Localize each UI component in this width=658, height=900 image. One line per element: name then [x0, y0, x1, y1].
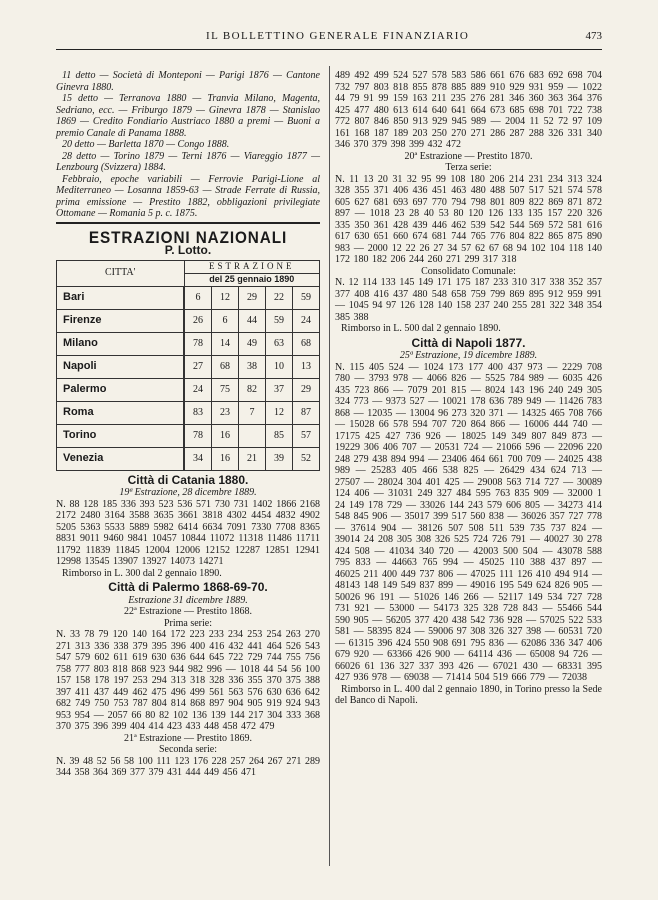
city-name: Firenze — [57, 309, 185, 332]
palermo-serie2: Seconda serie: — [158, 744, 218, 755]
lotto-number: 21 — [239, 447, 266, 470]
table-row — [57, 286, 320, 309]
section-title: ESTRAZIONI NAZIONALI — [88, 227, 288, 247]
lotto-number: 39 — [266, 447, 293, 470]
lotto-number: 59 — [293, 286, 320, 309]
table-row — [57, 378, 320, 401]
lotto-number: 14 — [212, 332, 239, 355]
table-row — [57, 309, 320, 332]
lotto-number: 6 — [212, 309, 239, 332]
lotto-number: 10 — [266, 355, 293, 378]
lotto-number: 24 — [293, 309, 320, 332]
table-row — [57, 355, 320, 378]
journal-title: IL BOLLETTINO GENERALE FINANZIARIO — [206, 30, 470, 42]
city-name: Palermo — [57, 378, 185, 401]
lotto-number: 26 — [184, 309, 212, 332]
lotto-number: 78 — [184, 424, 212, 447]
lotto-number: 24 — [184, 378, 212, 401]
palermo-numbers3: N. 11 13 20 31 32 95 99 108 180 206 214 231 234 313 324 328 355 371 406 436 451 463 480 488 507 517 521 574 578 605 627 681 693 697 770 794 798 801 809 822 869 871 872 897 — 1018 23 28 40 53 80 120 126 133 135 157 220 326 335 350 361 428 439 446 462 539 542 544 569 572 581 616 617 630 651 660 674 681 744 765 776 804 822 865 875 890 983 — 2000 12 22 26 27 34 57 62 67 68 94 102 104 118 140 172 180 182 206 244 260 271 299 317 318 — [335, 173, 602, 265]
palermo-date: Estrazione 31 dicembre 1889. — [128, 594, 248, 606]
palermo-estr22: 22ª Estrazione — Prestito 1868. — [123, 606, 253, 617]
lotto-number: 12 — [212, 286, 239, 309]
city-name: Napoli — [57, 355, 185, 378]
catania-date: 19ª Estrazione, 28 dicembre 1889. — [119, 487, 257, 498]
palermo-numbers1: N. 33 78 79 120 140 164 172 223 233 234 253 254 263 270 271 313 336 338 379 395 396 400 416 432 441 464 526 543 547 579 602 611 619 630 636 644 645 722 729 744 755 756 758 777 803 818 868 923 944 982 996 — 1018 44 54 56 100 157 158 178 197 253 294 313 318 328 336 355 370 375 388 397 411 437 449 462 475 496 499 561 563 576 630 636 642 682 749 750 753 787 804 814 868 897 904 905 919 924 943 953 954 — 2057 66 80 82 102 136 139 144 217 304 333 368 370 375 396 399 404 414 423 433 448 458 472 479 — [56, 629, 320, 732]
palermo-rimborso: Rimborso in L. 500 dal 2 gennaio 1890. — [341, 323, 501, 334]
lotto-number: 44 — [239, 309, 266, 332]
lotto-number: 12 — [266, 401, 293, 424]
running-header — [56, 30, 602, 46]
lotto-number: 6 — [184, 286, 212, 309]
note-febbraio: Febbraio, epoche variabili — Ferrovie Parigi-Lione al Mediterraneo — Losanna 1859-63 — Strade Ferrate di Russia, prima emissione — Prestito 1882, obbligazioni privilegiate Ottomane — Romania 5 p. c. 1875. — [56, 173, 320, 219]
lotto-number: 85 — [266, 424, 293, 447]
section-rule-top — [56, 222, 320, 224]
lotto-number: 38 — [239, 355, 266, 378]
city-name: Milano — [57, 332, 185, 355]
lotto-number: 34 — [184, 447, 212, 470]
lotto-number: 59 — [266, 309, 293, 332]
palermo-estr20: 20ª Estrazione — Prestito 1870. — [404, 150, 533, 162]
napoli-date: 25ª Estrazione, 19 dicembre 1889. — [399, 350, 538, 361]
lotto-number: 63 — [266, 332, 293, 355]
catania-title: Città di Catania 1880. — [127, 472, 249, 487]
table-row — [57, 332, 320, 355]
lotto-number: 57 — [293, 424, 320, 447]
napoli-title: Città di Napoli 1877. — [411, 335, 526, 350]
page-number: 473 — [585, 30, 602, 42]
lotto-number: 16 — [212, 424, 239, 447]
lotto-number: 83 — [184, 401, 212, 424]
note-15: 15 detto — Terranova 1880 — Tranvia Milano, Magenta, Sedriano, ecc. — Friburgo 1879 — Ginevra 1878 — Stanislao 1869 — Credito Fondiario Austriaco 1880 a premi — Buoni a premio Canale di Panama 1888. — [56, 93, 320, 139]
consolidato-numbers: N. 12 114 133 145 149 171 175 187 233 310 317 338 352 357 377 408 416 437 480 548 658 759 799 869 895 912 959 991 — 1045 94 97 126 128 140 158 237 240 255 281 322 348 354 385 388 — [335, 277, 602, 323]
note-11: 11 detto — Società di Monteponi — Parigi 1876 — Cantone Ginevra 1880. — [56, 70, 320, 93]
lotto-number: 68 — [212, 355, 239, 378]
lotto-number: 29 — [239, 286, 266, 309]
catania-numbers: N. 88 128 185 336 393 523 536 571 730 731 1402 1866 2168 2172 2480 3164 3588 3635 3661 3818 4302 4454 4832 4902 5205 5363 5533 5889 5982 6414 6634 7091 7330 7708 8365 8831 9011 9460 9841 10457 10844 11072 11318 11486 11711 11792 11839 11845 12004 12006 12152 12287 12851 12941 12998 13545 13907 13927 14073 14271 — [56, 498, 320, 567]
lotto-number: 16 — [212, 447, 239, 470]
palermo-title: Città di Palermo 1868-69-70. — [108, 580, 268, 594]
city-name: Torino — [57, 424, 185, 447]
lotto-number: 49 — [239, 332, 266, 355]
lotto-number — [239, 424, 266, 447]
lotto-number: 82 — [239, 378, 266, 401]
lotto-table — [56, 260, 320, 471]
col-date-header: del 25 gennaio 1890 — [184, 273, 320, 286]
lotto-number: 29 — [293, 378, 320, 401]
table-row — [57, 401, 320, 424]
city-name: Venezia — [57, 447, 185, 470]
left-column — [56, 70, 320, 779]
palermo-serie3: Terza serie: — [445, 162, 492, 173]
lotto-number: 37 — [266, 378, 293, 401]
lotto-number: 27 — [184, 355, 212, 378]
city-name: Bari — [57, 286, 185, 309]
catania-rimborso: Rimborso in L. 300 dal 2 gennaio 1890. — [62, 567, 222, 579]
note-20: 20 detto — Barletta 1870 — Congo 1888. — [62, 139, 230, 150]
consolidato-title: Consolidato Comunale: — [421, 265, 516, 277]
palermo-estr21: 21ª Estrazione — Prestito 1869. — [123, 732, 253, 744]
palermo-serie1: Prima serie: — [163, 617, 213, 629]
lotto-number: 52 — [293, 447, 320, 470]
napoli-rimborso: Rimborso in L. 400 dal 2 gennaio 1890, in Torino presso la Sede del Banco di Napoli. — [335, 683, 602, 706]
lotto-number: 23 — [212, 401, 239, 424]
table-row — [57, 447, 320, 470]
napoli-numbers: N. 115 405 524 — 1024 173 177 400 437 973 — 2229 708 780 — 3793 978 — 4066 826 — 5525 784 989 — 6035 426 435 723 866 — 7079 201 815 — 8024 143 196 240 249 305 324 773 — 9373 527 — 10021 178 636 789 949 — 11426 783 868 — 12035 — 13004 96 273 320 371 — 14325 465 708 766 — 15028 66 578 594 707 720 864 866 — 16006 444 740 — 17175 425 427 736 926 — 18025 149 349 807 849 873 — 19229 306 406 707 — 20531 724 — 21066 596 — 22096 220 248 279 438 894 994 — 23406 464 661 700 709 — 24025 438 989 — 25283 405 466 538 825 — 26429 434 624 713 — 27507 — 28024 304 401 425 — 29008 563 714 727 — 30089 124 406 — 31031 249 327 484 595 763 835 909 — 32000 1 24 149 178 729 — 33026 144 243 579 606 805 — 34273 414 548 845 906 — 35017 399 517 560 838 — 36026 357 727 778 — 37614 904 — 38126 507 508 511 539 735 737 824 — 39014 24 208 305 308 326 525 724 726 791 — 40027 30 278 424 508 — 41034 340 720 — 42003 500 504 — 43078 588 795 833 — 44663 765 994 — 45025 110 388 437 897 — 46025 211 400 449 737 806 — 47025 111 126 410 494 914 — 48143 148 149 549 837 899 — 49016 195 549 624 826 905 — 50026 96 191 — 51026 146 266 — 52117 149 534 727 728 731 921 — 53000 — 54173 325 328 728 843 — 55466 544 590 905 — 56205 377 420 438 542 736 928 — 57025 522 533 581 — 58395 824 — 59006 97 308 326 327 398 — 60531 720 — 61315 396 424 550 908 691 795 836 — 62086 336 347 406 679 920 — 63366 426 900 — 64114 436 — 65008 94 726 — 66026 61 136 327 337 393 426 — 67021 430 — 68331 395 427 936 978 — 69038 — 71414 504 519 666 779 — 72038 — [335, 361, 602, 683]
lotto-number: 75 — [212, 378, 239, 401]
palermo-numbers2-cont: 489 492 499 524 527 578 583 586 661 676 683 692 698 704 732 797 803 818 855 878 885 889 910 929 931 959 — 1022 44 79 91 99 159 163 211 235 276 281 346 360 363 364 376 425 477 480 613 614 640 641 664 673 685 698 701 722 738 772 807 846 850 913 929 945 989 — 2004 11 52 72 97 109 161 168 187 189 203 250 270 271 286 287 288 326 331 340 346 370 379 398 399 432 472 — [335, 70, 602, 150]
lotto-number: 22 — [266, 286, 293, 309]
header-rule — [56, 49, 602, 50]
right-column — [335, 70, 602, 707]
palermo-numbers2: N. 39 48 52 56 58 100 111 123 176 228 257 264 267 271 289 344 358 364 369 377 379 431 444 449 456 471 — [56, 755, 320, 778]
lotto-number: 13 — [293, 355, 320, 378]
lotto-number: 78 — [184, 332, 212, 355]
lotto-number: 87 — [293, 401, 320, 424]
lotto-title: P. Lotto. — [164, 243, 212, 257]
lotto-number: 68 — [293, 332, 320, 355]
lotto-number: 7 — [239, 401, 266, 424]
col-city-header: CITTA' — [57, 260, 185, 286]
note-28: 28 detto — Torino 1879 — Terni 1876 — Viareggio 1877 — Lenzbourg (Svizzera) 1884. — [56, 150, 320, 173]
column-divider — [329, 66, 330, 866]
table-row — [57, 424, 320, 447]
col-estrazione-header: ESTRAZIONE — [184, 260, 320, 273]
city-name: Roma — [57, 401, 185, 424]
